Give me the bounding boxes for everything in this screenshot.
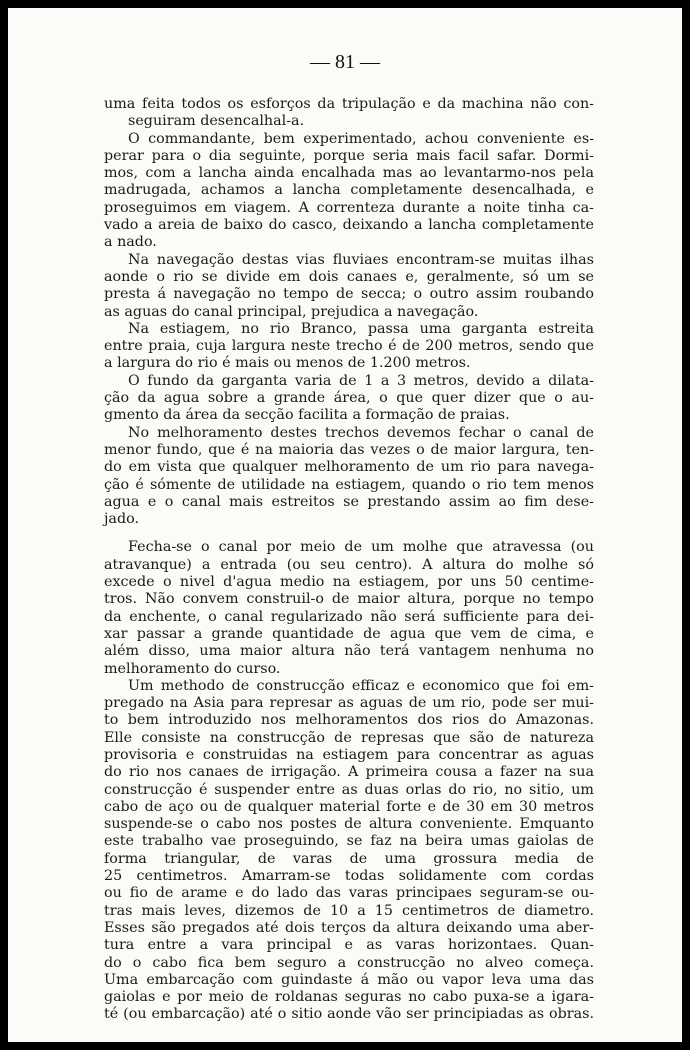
text-line: tras mais leves, dizemos de 10 a 15 centimetros de diametro. [104, 902, 594, 919]
text-line: agua e o canal mais estreitos se prestando assim ao fim dese- [104, 493, 594, 510]
text-line: proseguimos em viagem. A correnteza durante a noite tinha ca- [104, 199, 594, 216]
text-line: melhoramento do curso. [104, 660, 281, 677]
text-line: menor fundo, que é na maioria das vezes o de maior largura, ten- [104, 441, 594, 458]
text-line: 25 centimetros. Amarram-se todas solidamente com cordas [104, 868, 594, 885]
scanned-page [8, 8, 682, 1042]
text-line: No melhoramento destes trechos devemos fechar o canal de [128, 424, 594, 441]
text-line: Fecha-se o canal por meio de um molhe que atravessa (ou [128, 539, 594, 556]
text-line: perar para o dia seguinte, porque seria mais facil safar. Dormi- [104, 147, 594, 164]
text-line: excede o nivel d'agua medio na estiagem, por uns 50 centime- [104, 574, 594, 591]
page-number: — 81 — [310, 51, 380, 73]
text-line: cabo de aço ou de qualquer material forte e de 30 em 30 metros [104, 798, 594, 815]
text-line: O commandante, bem experimentado, achou conveniente es- [128, 130, 594, 147]
text-line: Um methodo de construcção efficaz e economico que foi em- [128, 677, 594, 694]
text-line: ção é sómente de utilidade na estiagem, quando o rio tem menos [104, 476, 594, 493]
text-line: xar passar a grande quantidade de agua que vem de cima, e [104, 625, 594, 642]
text-line: do rio nos canaes de irrigação. A primeira cousa a fazer na sua [104, 764, 594, 781]
text-line: té (ou embarcação) até o sitio aonde vão ser principiadas as obras. [104, 1006, 594, 1023]
text-line: Uma embarcação com guindaste á mão ou vapor leva uma das [104, 971, 594, 988]
text-line: além disso, uma maior altura não terá vantagem nenhuma no [104, 643, 594, 660]
text-line: Elle consiste na construcção de represas que são de natureza [104, 729, 594, 746]
text-line: construcção é suspender entre as duas orlas do rio, no sitio, um [104, 781, 594, 798]
text-line: tros. Não convem construil-o de maior altura, porque no tempo [104, 591, 594, 608]
text-line: presta á navegação no tempo de secca; o outro assim roubando [104, 286, 594, 303]
text-line: Esses são pregados até dois terços da altura deixando uma aber- [104, 919, 594, 936]
text-line: mos, com a lancha ainda encalhada mas ao levantarmo-nos pela [104, 165, 594, 182]
text-line: provisoria e construidas na estiagem para concentrar as aguas [104, 746, 594, 763]
text-line: gaiolas e por meio de roldanas seguras no cabo puxa-se a igara- [104, 989, 594, 1006]
text-line: do o cabo fica bem seguro a construcção no alveo começa. [104, 954, 594, 971]
text-line: suspende-se o cabo nos postes de altura conveniente. Emquanto [104, 816, 594, 833]
text-line: to bem introduzido nos melhoramentos dos rios do Amazonas. [104, 712, 594, 729]
text-line: ou fio de arame e do lado das varas principaes seguram-se ou- [104, 885, 594, 902]
text-line: forma triangular, de varas de uma grossura media de [104, 850, 594, 867]
text-line: gmento da área da secção facilita a formação de praias. [104, 407, 510, 424]
text-line: Na estiagem, no rio Branco, passa uma garganta estreita [128, 320, 594, 337]
text-line: seguiram desencalhal-a. [128, 113, 305, 130]
body-text [104, 96, 594, 1024]
text-line: uma feita todos os esforços da tripulação e da machina não con- [104, 96, 594, 112]
paragraph-gap [104, 528, 594, 539]
text-line: aonde o rio se divide em dois canaes e, geralmente, só um se [104, 268, 594, 285]
text-line: O fundo da garganta varia de 1 a 3 metros, devido a dilata- [128, 372, 594, 389]
text-line: jado. [104, 511, 140, 528]
text-line: tura entre a vara principal e as varas horizontaes. Quan- [104, 937, 594, 954]
text-line: da enchente, o canal regularizado não será sufficiente para dei- [104, 608, 594, 625]
text-line: este trabalho vae proseguindo, se faz na beira umas gaiolas de [104, 833, 594, 850]
text-line: Na navegação destas vias fluviaes encontram-se muitas ilhas [128, 251, 594, 268]
text-line: pregado na Asia para represar as aguas de um rio, pode ser mui- [104, 695, 594, 712]
text-line: atravanque) a entrada (ou seu centro). A altura do molhe só [104, 556, 594, 573]
text-line: a nado. [104, 234, 157, 251]
text-line: madrugada, achamos a lancha completamente desencalhada, e [104, 182, 594, 199]
text-line: vado a areia de baixo do casco, deixando a lancha completamente [104, 217, 594, 234]
text-line: ção da agua sobre a grande área, o que quer dizer que o au- [104, 390, 594, 407]
text-line: as aguas do canal principal, prejudica a navegação. [104, 303, 479, 320]
text-line: entre praia, cuja largura neste trecho é de 200 metros, sendo que [104, 338, 594, 355]
text-line: a largura do rio é mais ou menos de 1.200 metros. [104, 355, 471, 372]
text-line: do em vista que qualquer melhoramento de um rio para navega- [104, 459, 594, 476]
